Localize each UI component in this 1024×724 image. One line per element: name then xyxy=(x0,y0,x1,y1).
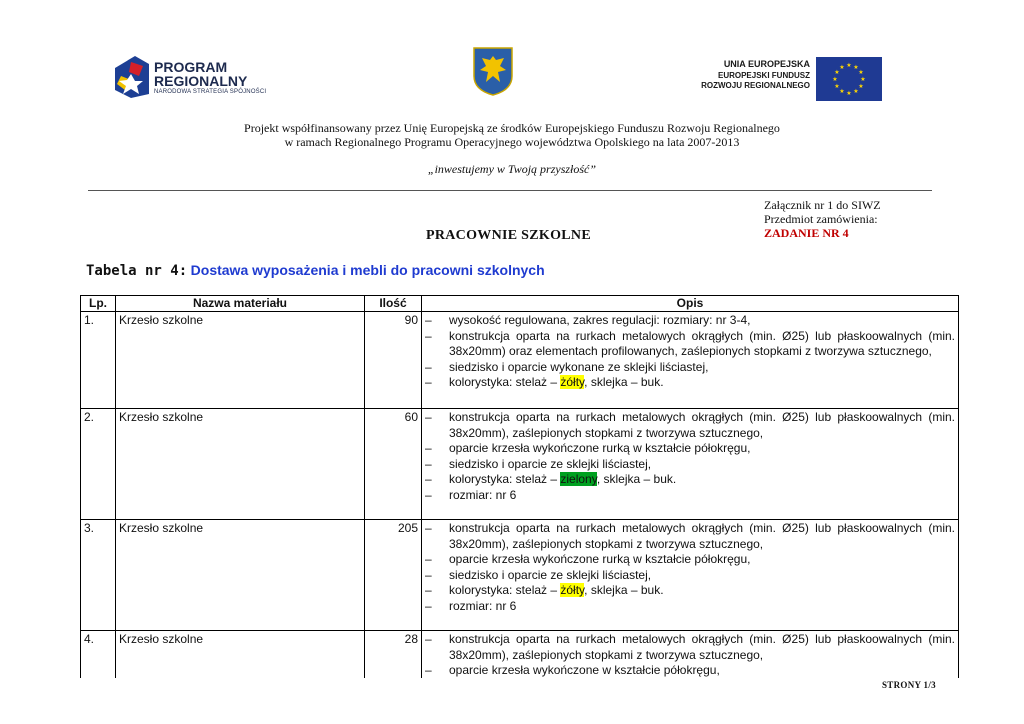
table-caption xyxy=(86,262,545,280)
color-post: , sklejka – buk. xyxy=(596,472,677,486)
desc-item: – siedzisko i oparcie ze sklejki liściastej, xyxy=(425,457,955,473)
eu-flag-icon xyxy=(816,57,882,101)
header-qty: Ilość xyxy=(365,296,422,312)
eu-line2: EUROPEJSKI FUNDUSZ xyxy=(717,71,810,80)
table-caption-label: Tabela nr 4: xyxy=(86,263,188,279)
logo-left-line3: NARODOWA STRATEGIA SPÓJNOŚCI xyxy=(154,89,267,95)
header-lp: Lp. xyxy=(81,296,116,312)
color-value: żółty xyxy=(560,375,585,389)
header-name: Nazwa materiału xyxy=(116,296,365,312)
attachment-line1: Załącznik nr 1 do SIWZ xyxy=(764,198,881,212)
svg-text:★: ★ xyxy=(834,69,840,76)
desc-item: – siedzisko i oparcie wykonane ze sklejki liściastej, xyxy=(425,360,955,376)
table-viewport xyxy=(80,295,960,678)
desc-item: – siedzisko i oparcie ze sklejki liściastej, xyxy=(425,568,955,584)
desc-item-size: – rozmiar: nr 6 xyxy=(425,488,955,504)
row-name: Krzesło szkolne xyxy=(116,312,365,409)
attachment-task: ZADANIE NR 4 xyxy=(764,226,849,240)
table-row xyxy=(81,409,959,520)
table-row xyxy=(81,520,959,631)
row-name: Krzesło szkolne xyxy=(116,409,365,520)
header-divider xyxy=(88,190,932,191)
color-value: żółty xyxy=(560,583,585,597)
svg-text:★: ★ xyxy=(853,64,859,71)
row-desc xyxy=(422,631,959,679)
row-desc xyxy=(422,409,959,520)
svg-text:★: ★ xyxy=(839,64,845,71)
logo-left-line1: PROGRAM xyxy=(154,59,228,75)
motto: „inwestujemy w Twoją przyszłość” xyxy=(427,162,597,176)
desc-item: – konstrukcja oparta na rurkach metalowych okrągłych (min. Ø25) lub płaskoowalnych (min. 38x20mm), zaślepionych stopkami z tworzywa sztucznego, xyxy=(425,521,955,552)
eu-line1: UNIA EUROPEJSKA xyxy=(723,59,810,69)
opolskie-crest-icon xyxy=(472,46,514,96)
desc-item-color xyxy=(425,375,955,391)
svg-text:★: ★ xyxy=(834,83,840,90)
row-lp: 4. xyxy=(81,631,116,679)
row-name: Krzesło szkolne xyxy=(116,631,365,679)
table-header-row xyxy=(81,296,959,312)
row-lp: 3. xyxy=(81,520,116,631)
desc-item: – oparcie krzesła wykończone rurką w kształcie półokręgu, xyxy=(425,441,955,457)
table-row xyxy=(81,312,959,409)
svg-text:★: ★ xyxy=(858,83,864,90)
project-line2: w ramach Regionalnego Programu Operacyjnego województwa Opolskiego na lata 2007-2013 xyxy=(284,135,740,149)
desc-item-size: – rozmiar: nr 6 xyxy=(425,599,955,615)
desc-item: – konstrukcja oparta na rurkach metalowych okrągłych (min. Ø25) lub płaskoowalnych (min. 38x20mm), zaślepionych stopkami z tworzywa sztucznego, xyxy=(425,410,955,441)
row-name: Krzesło szkolne xyxy=(116,520,365,631)
color-post: , sklejka – buk. xyxy=(584,375,664,389)
svg-text:★: ★ xyxy=(839,88,845,95)
desc-item-color xyxy=(425,583,955,599)
row-desc xyxy=(422,520,959,631)
svg-text:★: ★ xyxy=(858,69,864,76)
svg-text:★: ★ xyxy=(832,76,838,83)
materials-table xyxy=(80,295,959,678)
row-qty: 28 xyxy=(365,631,422,679)
row-lp: 1. xyxy=(81,312,116,409)
eu-logo-text xyxy=(696,58,810,91)
page-number: STRONY 1/3 xyxy=(882,680,936,690)
desc-item: – oparcie krzesła wykończone rurką w kształcie półokręgu, xyxy=(425,552,955,568)
color-value: zielony xyxy=(560,472,597,486)
color-pre: kolorystyka: stelaż – xyxy=(449,472,561,486)
row-qty: 60 xyxy=(365,409,422,520)
desc-item: – oparcie krzesła wykończone w kształcie półokręgu, xyxy=(425,663,955,678)
color-pre: kolorystyka: stelaż – xyxy=(449,583,561,597)
attachment-block xyxy=(764,198,881,240)
desc-item-color xyxy=(425,472,955,488)
eu-line3: ROZWOJU REGIONALNEGO xyxy=(701,81,810,90)
svg-text:★: ★ xyxy=(846,90,852,97)
logo-left-line2: REGIONALNY xyxy=(154,73,248,89)
row-desc xyxy=(422,312,959,409)
svg-text:★: ★ xyxy=(853,88,859,95)
svg-text:★: ★ xyxy=(846,62,852,69)
table-row xyxy=(81,631,959,679)
desc-item: – konstrukcja oparta na rurkach metalowych okrągłych (min. Ø25) lub płaskoowalnych (min. 38x20mm) oraz elementach profilowanych, zaślepionych stopkami z tworzywa sztucznego, xyxy=(425,329,955,360)
row-qty: 90 xyxy=(365,312,422,409)
desc-item: – konstrukcja oparta na rurkach metalowych okrągłych (min. Ø25) lub płaskoowalnych (min. 38x20mm), zaślepionych stopkami z tworzywa sztucznego, xyxy=(425,632,955,663)
project-line1: Projekt współfinansowany przez Unię Europejską ze środków Europejskiego Funduszu Rozwoju Regionalnego xyxy=(244,121,780,135)
attachment-line2: Przedmiot zamówienia: xyxy=(764,212,878,226)
row-qty: 205 xyxy=(365,520,422,631)
color-pre: kolorystyka: stelaż – xyxy=(449,375,561,389)
desc-item: – wysokość regulowana, zakres regulacji: rozmiary: nr 3-4, xyxy=(425,313,955,329)
color-post: , sklejka – buk. xyxy=(584,583,664,597)
header-desc: Opis xyxy=(422,296,959,312)
page-title: PRACOWNIE SZKOLNE xyxy=(426,228,591,243)
table-caption-description: Dostawa wyposażenia i mebli do pracowni szkolnych xyxy=(190,262,545,278)
svg-text:★: ★ xyxy=(860,76,866,83)
row-lp: 2. xyxy=(81,409,116,520)
